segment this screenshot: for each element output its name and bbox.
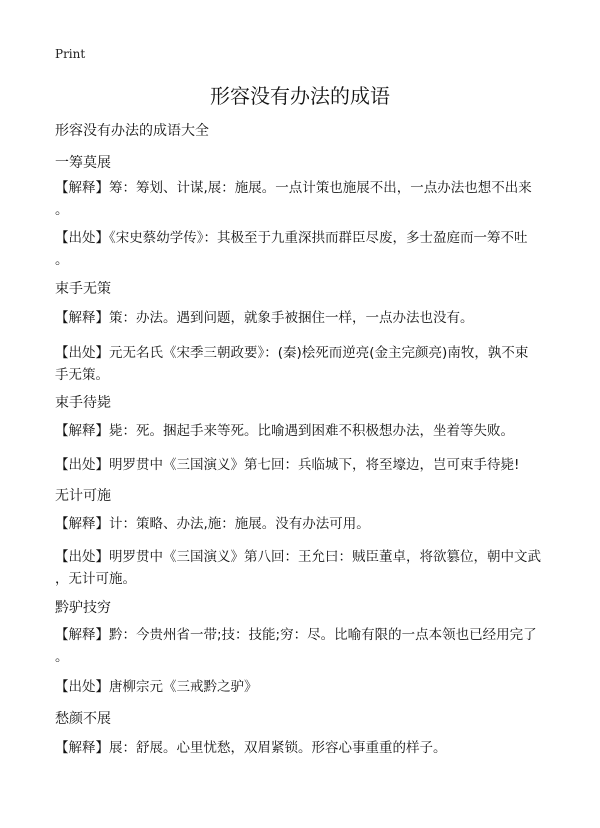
explanation-tag: 【解释】 bbox=[55, 310, 109, 326]
idiom-heading: 无计可施 bbox=[55, 488, 111, 504]
source-line-continued: 。 bbox=[55, 252, 69, 268]
explanation-line bbox=[55, 624, 545, 646]
explanation-text: 计：策略、办法,施：施展。没有办法可用。 bbox=[109, 516, 370, 532]
explanation-line bbox=[55, 307, 545, 329]
source-tag: 【出处】 bbox=[55, 679, 109, 695]
source-text: 《宋史蔡幼学传》：其极至于九重深拱而群臣尽废，多士盈庭而一筹不吐 bbox=[109, 230, 528, 246]
source-tag: 【出处】 bbox=[55, 230, 109, 246]
explanation-tag: 【解释】 bbox=[55, 627, 109, 643]
explanation-line bbox=[55, 513, 545, 535]
explanation-text: 展：舒展。心里忧愁，双眉紧锁。形容心事重重的样子。 bbox=[109, 740, 447, 756]
idiom-heading: 束手无策 bbox=[55, 281, 111, 297]
source-line-continued: ，无计可施。 bbox=[55, 571, 136, 587]
explanation-text: 筹：筹划、计谋,展：施展。一点计策也施展不出，一点办法也想不出来 bbox=[109, 180, 532, 196]
source-line bbox=[55, 676, 545, 698]
source-text: 元无名氏《宋季三朝政要》：(秦)桧死而逆亮(金主完颜亮)南牧，孰不束 bbox=[109, 345, 529, 361]
source-line-continued: 手无策。 bbox=[55, 367, 109, 383]
explanation-tag: 【解释】 bbox=[55, 180, 109, 196]
explanation-line bbox=[55, 737, 545, 759]
source-text: 明罗贯中《三国演义》第七回：兵临城下，将至壕边，岂可束手待毙! bbox=[109, 457, 520, 473]
explanation-line bbox=[55, 420, 545, 442]
page-subtitle: 形容没有办法的成语大全 bbox=[55, 123, 209, 139]
idiom-heading: 愁颜不展 bbox=[55, 711, 111, 727]
source-text: 明罗贯中《三国演义》第八回：王允曰：贼臣董卓，将欲篡位，朝中文武 bbox=[109, 549, 541, 565]
source-line bbox=[55, 227, 545, 249]
explanation-text: 毙：死。捆起手来等死。比喻遇到困难不积极想办法，坐着等失败。 bbox=[109, 423, 514, 439]
explanation-tag: 【解释】 bbox=[55, 516, 109, 532]
idiom-heading: 一筹莫展 bbox=[55, 155, 111, 171]
explanation-text: 黔：今贵州省一带;技：技能;穷：尽。比喻有限的一点本领也已经用完了 bbox=[109, 627, 537, 643]
explanation-tag: 【解释】 bbox=[55, 423, 109, 439]
source-tag: 【出处】 bbox=[55, 345, 109, 361]
print-link[interactable]: Print bbox=[55, 47, 86, 61]
source-tag: 【出处】 bbox=[55, 457, 109, 473]
explanation-tag: 【解释】 bbox=[55, 740, 109, 756]
source-text: 唐柳宗元《三戒黔之驴》 bbox=[109, 679, 258, 695]
explanation-line-continued: 。 bbox=[55, 649, 69, 665]
page-title: 形容没有办法的成语 bbox=[210, 84, 390, 108]
explanation-text: 策：办法。遇到问题，就象手被捆住一样，一点办法也没有。 bbox=[109, 310, 474, 326]
source-line bbox=[55, 342, 545, 364]
source-tag: 【出处】 bbox=[55, 549, 109, 565]
idiom-heading: 束手待毙 bbox=[55, 395, 111, 411]
source-line bbox=[55, 546, 545, 568]
source-line bbox=[55, 454, 545, 476]
explanation-line bbox=[55, 177, 545, 199]
idiom-heading: 黔驴技穷 bbox=[55, 600, 111, 616]
explanation-line-continued: 。 bbox=[55, 202, 69, 218]
